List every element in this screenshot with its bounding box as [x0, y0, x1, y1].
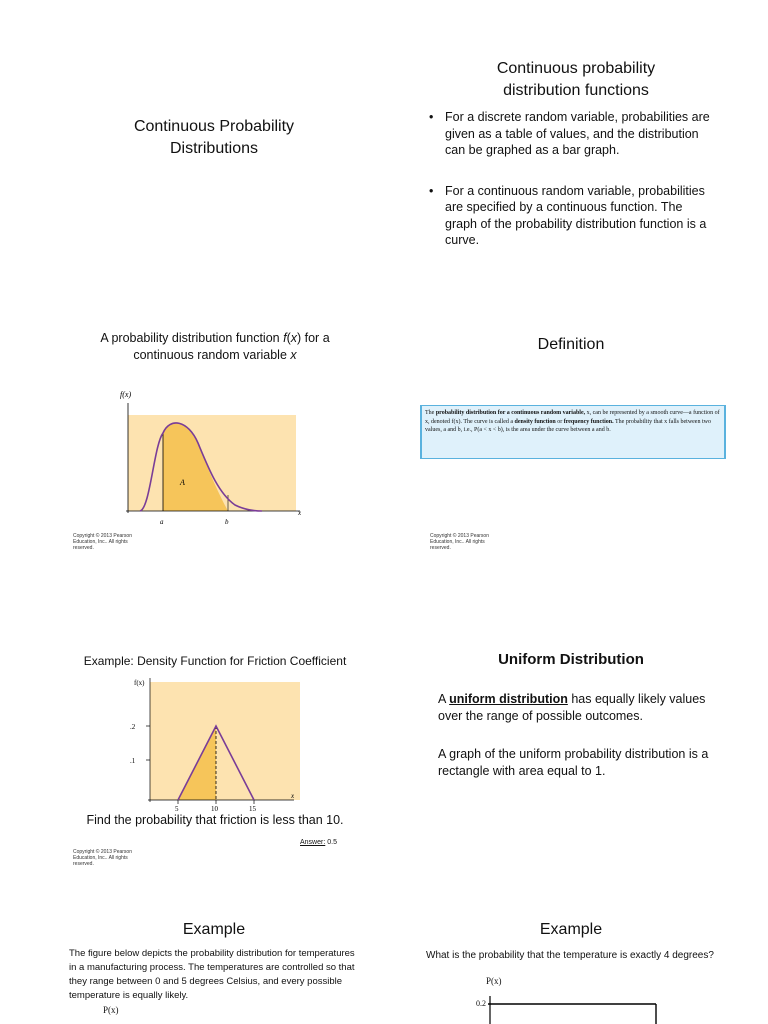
p1-prefix: A [438, 692, 450, 706]
y-tick-2-label: .2 [130, 723, 136, 731]
slide6-paragraph-2: A graph of the uniform probability distribution is a rectangle with area equal to 1. [438, 747, 709, 778]
slide3-title-x: x [290, 331, 297, 345]
def-bold-2: density function [514, 418, 556, 425]
b-tick-label: b [225, 518, 229, 526]
a-tick-label: a [160, 518, 164, 526]
figure-panel [150, 682, 300, 800]
slide7-body: The figure below depicts the probability distribution for temperatures in a manufacturing process. The temperatures are controlled so that they range between 0 and 5 degrees Celsius, and every possible temperature is equally likely. [69, 948, 355, 1001]
density-curve-figure [110, 385, 310, 530]
slide8-title: Example [539, 921, 603, 938]
slide5-question: Find the probability that friction is less than 10. [86, 813, 344, 827]
def-text-4: The probability that x falls between two values, a and b, i.e., P(a < x < b), is the area under the curve between a and b. [425, 418, 711, 433]
x-axis-label: x [298, 509, 302, 517]
slide6-title: Uniform Distribution [498, 651, 644, 668]
slide4-title: Definition [537, 336, 605, 353]
slide7-px-label: P(x) [103, 1005, 119, 1015]
slide2-title-line2: distribution functions [503, 82, 649, 99]
def-text-1: The [425, 410, 436, 416]
slide2-bullets [445, 109, 715, 249]
def-text-3: or [555, 418, 564, 425]
slide1-title [90, 116, 338, 160]
slide5-copyright: Copyright © 2013 Pearson Education, Inc.. All rights reserved. [73, 849, 132, 867]
slide7-title: Example [182, 921, 246, 938]
slide1-title-line1: Continuous Probability [133, 118, 295, 135]
slide2-title [440, 58, 712, 102]
definition-box [420, 406, 726, 458]
slide3-title-fx: f [283, 331, 287, 345]
slide5-answer [300, 839, 337, 846]
slide3-title-var: x [290, 348, 297, 362]
slide2-title-line1: Continuous probability [496, 60, 656, 77]
answer-label: Answer: [300, 839, 326, 846]
uniform-term: uniform distribution [449, 692, 568, 706]
slide4-copyright: Copyright © 2013 Pearson Education, Inc.. All rights reserved. [430, 533, 489, 551]
fx-label: f(x) [134, 679, 145, 687]
slide3-title-line2: continuous random variable [133, 348, 291, 362]
def-text-2: x, can be represented by a smooth curve—a function of x, denoted f(x). The curve is called a [425, 410, 720, 425]
slide6-paragraph-1 [438, 691, 718, 725]
slide1-title-line2: Distributions [169, 140, 259, 157]
uniform-distribution-figure [484, 996, 664, 1024]
x-tick-10-label: 10 [211, 805, 218, 813]
triangle-density-figure [118, 674, 308, 814]
slide2-bullet-2: • For a continuous random variable, probabilities are specified by a continuous function. The graph of the probability distribution function is a curve. [445, 183, 715, 249]
slide3-title: A probability distribution function f(x) for a continuous random variable x [100, 331, 330, 362]
def-bold-3: frequency function. [563, 418, 614, 425]
area-label: A [180, 478, 185, 487]
fx-label: f(x) [120, 390, 132, 399]
slide2-bullet-1: • For a discrete random variable, probabilities are given as a table of values, and the distribution can be graphed as a bar graph. [445, 109, 715, 159]
def-bold-1: probability distribution for a continuous random variable, [435, 410, 586, 416]
y-tick-1-label: .1 [130, 757, 136, 765]
x-tick-15-label: 15 [249, 805, 256, 813]
x-axis-label: x [291, 792, 295, 800]
slide3-title-prefix: A probability distribution function [100, 331, 284, 345]
x-tick-5-label: 5 [175, 805, 179, 813]
slide3-title-mid: for a [301, 331, 330, 345]
slide5-title: Example: Density Function for Friction Coefficient [83, 654, 347, 668]
slide8-body: What is the probability that the temperature is exactly 4 degrees? [426, 950, 714, 961]
slide8-tick-label: 0.2 [476, 999, 486, 1008]
p1-rest: has equally likely values over the range of possible outcomes. [438, 692, 706, 723]
answer-value: 0.5 [327, 839, 337, 846]
slide8-px-label: P(x) [486, 976, 502, 986]
slide3-copyright: Copyright © 2013 Pearson Education, Inc.. All rights reserved. [73, 533, 132, 551]
